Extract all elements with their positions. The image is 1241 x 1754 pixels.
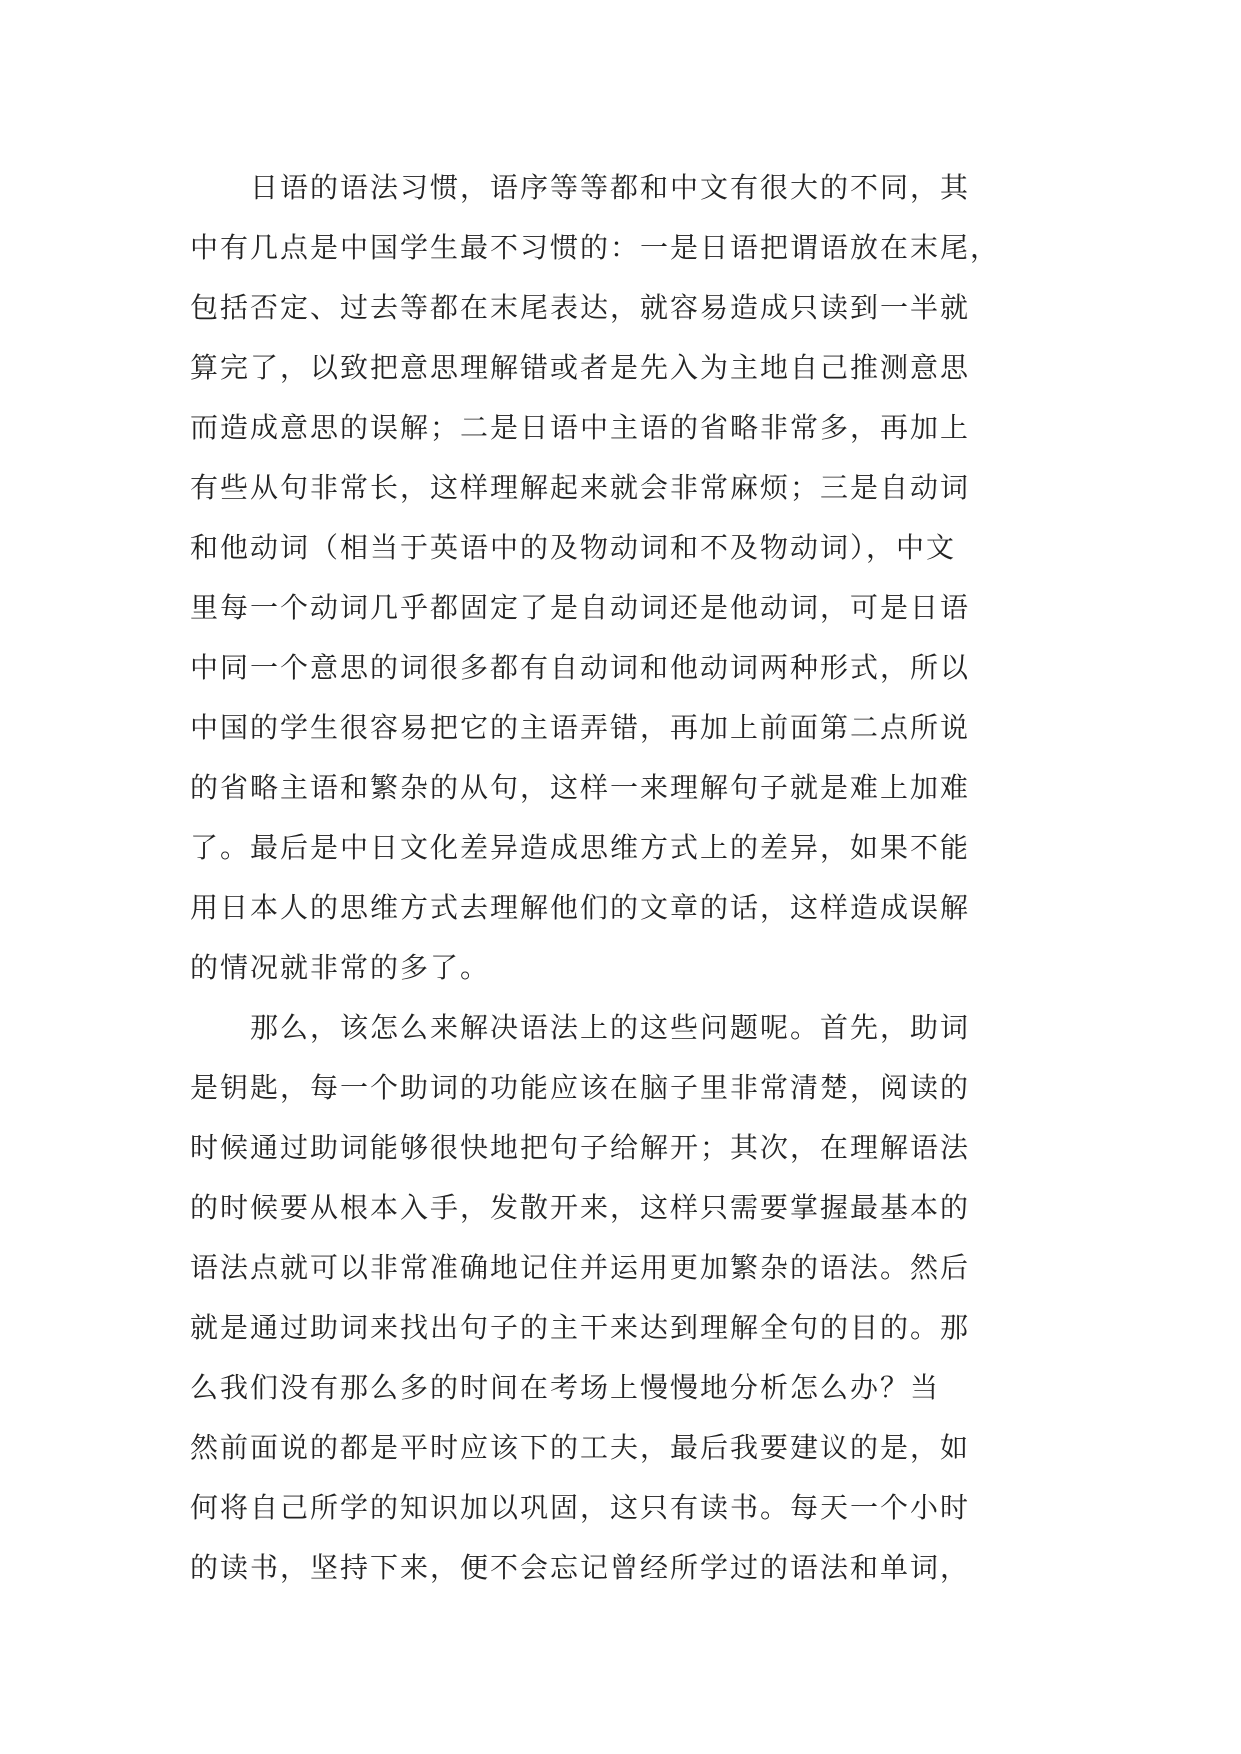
text-line: 有些从句非常长，这样理解起来就会非常麻烦；三是自动词 (190, 471, 971, 504)
paragraph-2 (190, 998, 1090, 1598)
text-line: 和他动词（相当于英语中的及物动词和不及物动词），中文 (190, 531, 957, 564)
text-line: 的省略主语和繁杂的从句，这样一来理解句子就是难上加难 (190, 771, 971, 804)
text-line: 么我们没有那么多的时间在考场上慢慢地分析怎么办？当 (190, 1371, 941, 1404)
text-line: 时候通过助词能够很快地把句子给解开；其次，在理解语法 (190, 1131, 971, 1164)
text-line: 的情况就非常的多了。 (190, 951, 491, 984)
text-line: 何将自己所学的知识加以巩固，这只有读书。每天一个小时 (190, 1491, 971, 1524)
text-line: 了。最后是中日文化差异造成思维方式上的差异，如果不能 (190, 831, 971, 864)
body-text (190, 158, 1090, 1598)
text-line: 包括否定、过去等都在末尾表达，就容易造成只读到一半就 (190, 291, 971, 324)
text-line: 然前面说的都是平时应该下的工夫，最后我要建议的是，如 (190, 1431, 971, 1464)
paragraph-1 (190, 158, 1090, 998)
text-line: 的时候要从根本入手，发散开来，这样只需要掌握最基本的 (190, 1191, 971, 1224)
text-line: 那么，该怎么来解决语法上的这些问题呢。首先，助词 (190, 1011, 971, 1044)
text-line: 用日本人的思维方式去理解他们的文章的话，这样造成误解 (190, 891, 971, 924)
text-line: 日语的语法习惯，语序等等都和中文有很大的不同，其 (190, 171, 971, 204)
text-line: 算完了，以致把意思理解错或者是先入为主地自己推测意思 (190, 351, 971, 384)
text-line: 中国的学生很容易把它的主语弄错，再加上前面第二点所说 (190, 711, 971, 744)
text-line: 而造成意思的误解；二是日语中主语的省略非常多，再加上 (190, 411, 971, 444)
text-line: 语法点就可以非常准确地记住并运用更加繁杂的语法。然后 (190, 1251, 971, 1284)
text-line: 里每一个动词几乎都固定了是自动词还是他动词，可是日语 (190, 591, 971, 624)
text-line: 中同一个意思的词很多都有自动词和他动词两种形式，所以 (190, 651, 971, 684)
text-line: 的读书，坚持下来，便不会忘记曾经所学过的语法和单词， (190, 1551, 971, 1584)
text-line: 是钥匙，每一个助词的功能应该在脑子里非常清楚，阅读的 (190, 1071, 971, 1104)
text-line: 中有几点是中国学生最不习惯的：一是日语把谓语放在末尾， (190, 231, 1001, 264)
text-line: 就是通过助词来找出句子的主干来达到理解全句的目的。那 (190, 1311, 971, 1344)
